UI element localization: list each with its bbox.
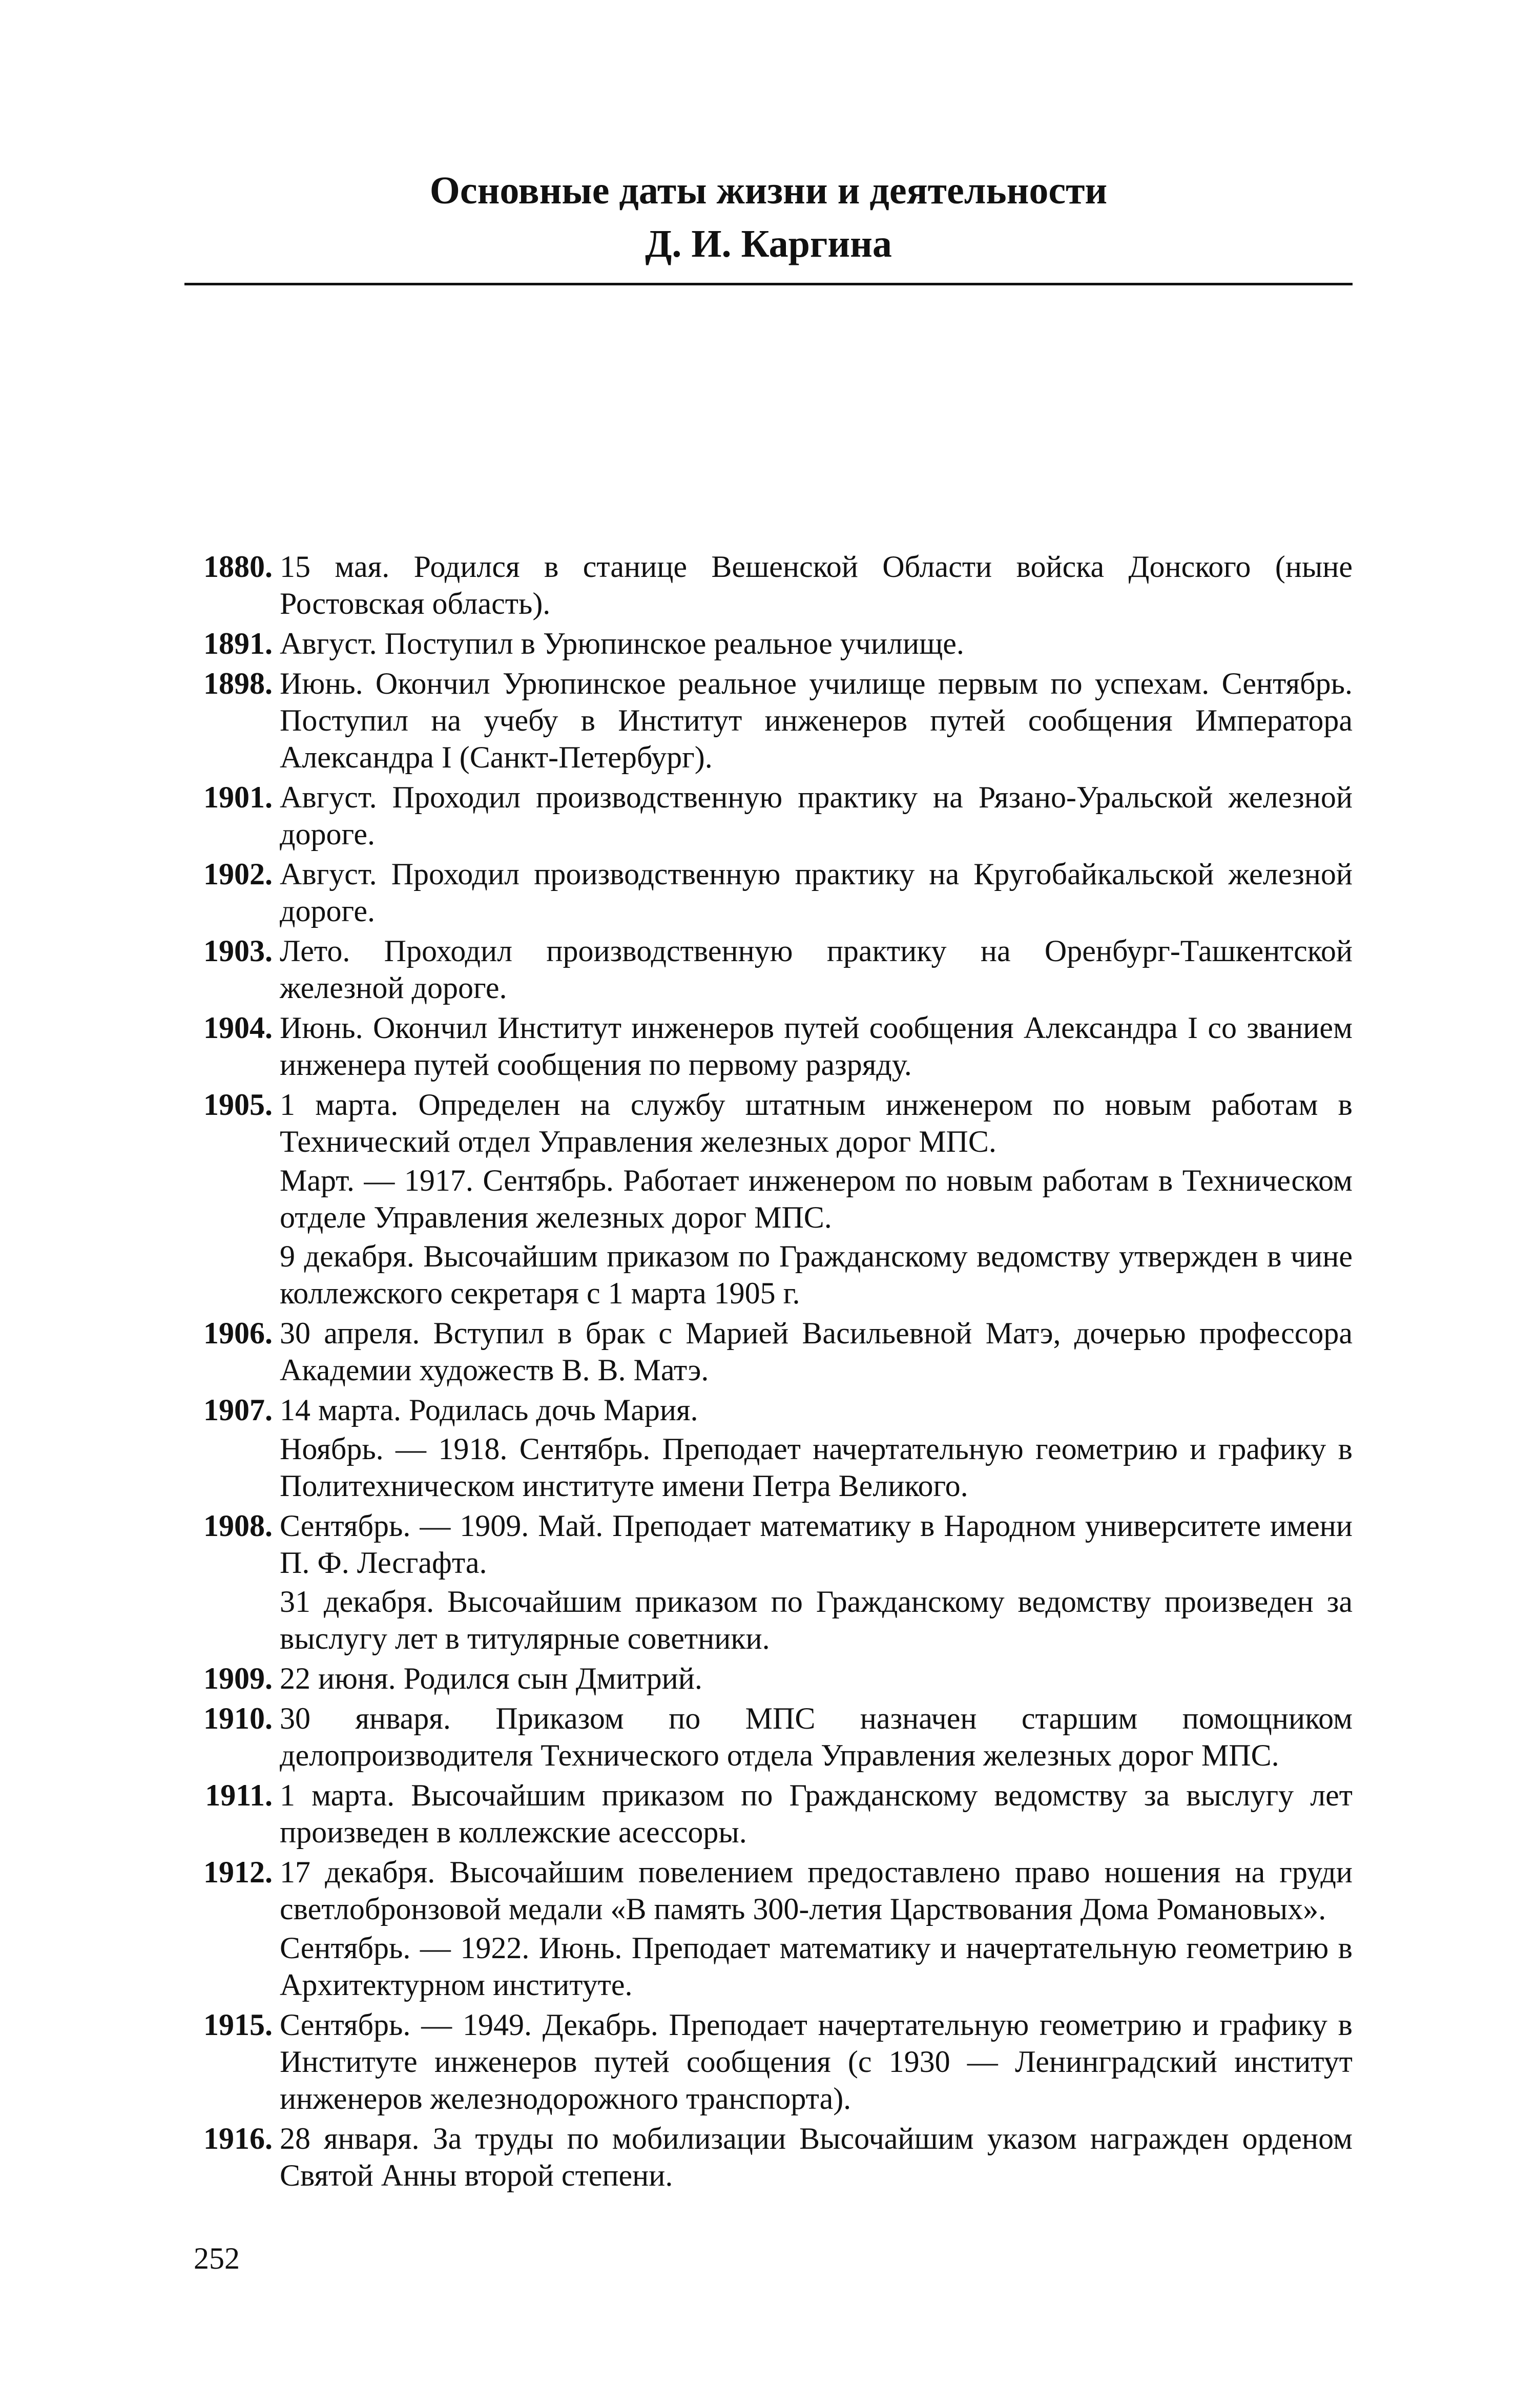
entry-year: 1912. (203, 1855, 273, 1889)
chronology-entry (184, 625, 1353, 664)
chronology-entry (184, 1777, 1353, 1853)
entry-events (280, 1392, 1353, 1506)
chronology-entry (184, 779, 1353, 855)
entry-events (280, 2120, 1353, 2196)
entry-year: 1910. (203, 1701, 273, 1735)
entry-year: 1901. (203, 780, 273, 814)
chronology-entry (184, 1854, 1353, 2005)
entry-event-text: 1 марта. Высочайшим приказом по Гражданскому ведомству за выслугу лет произведен в коллежские асессоры. (280, 1778, 1353, 1849)
entry-events (280, 1009, 1353, 1085)
entry-event-text: 17 декабря. Высочайшим повелением предоставлено право ношения на груди светлобронзовой медали «В память 300-летия Царствования Дома Романовых». (280, 1855, 1353, 1926)
entry-event-text: 15 мая. Родился в станице Вешенской Области войска Донского (ныне Ростовская область). (280, 550, 1353, 620)
entry-events (280, 1507, 1353, 1659)
entry-year: 1908. (203, 1509, 273, 1543)
chronology-entry (184, 932, 1353, 1008)
title-line-2: Д. И. Каргина (645, 222, 892, 265)
entry-year: 1907. (203, 1393, 273, 1427)
chronology-entry (184, 548, 1353, 624)
entry-event-text: Сентябрь. — 1909. Май. Преподает математику в Народном университете имени П. Ф. Лесгафта. (280, 1509, 1353, 1580)
page-number: 252 (194, 2241, 240, 2275)
chronology-entry (184, 2120, 1353, 2196)
entry-event-text: Июнь. Окончил Институт инженеров путей сообщения Александра I со званием инженера путей сообщения по первому разряду. (280, 1011, 1353, 1082)
page-title (0, 164, 1537, 271)
entry-events (280, 1660, 1353, 1699)
title-line-1: Основные даты жизни и деятельности (429, 169, 1108, 212)
entry-year: 1906. (203, 1316, 273, 1350)
entry-year: 1902. (203, 857, 273, 891)
entry-events (280, 932, 1353, 1008)
entry-year: 1880. (203, 550, 273, 584)
chronology-entry (184, 665, 1353, 778)
entry-event-text: Август. Поступил в Урюпинское реальное училище. (280, 627, 964, 660)
entry-year: 1905. (203, 1088, 273, 1122)
entry-event-text: 31 декабря. Высочайшим приказом по Гражданскому ведомству произведен за выслугу лет в титулярные советники. (280, 1585, 1353, 1655)
title-divider (184, 283, 1353, 285)
chronology-entry (184, 1009, 1353, 1085)
chronology-entry (184, 2006, 1353, 2119)
entry-year: 1904. (203, 1011, 273, 1045)
chronology-entry (184, 1315, 1353, 1390)
entry-events (280, 1086, 1353, 1314)
entry-event-text: Август. Проходил производственную практику на Кругобайкальской железной дороге. (280, 857, 1353, 928)
entry-event-text: 28 января. За труды по мобилизации Высочайшим указом награжден орденом Святой Анны второй степени. (280, 2122, 1353, 2192)
chronology-entry (184, 1507, 1353, 1659)
chronology-entry (184, 1086, 1353, 1314)
entry-year: 1909. (203, 1662, 273, 1695)
entry-events (280, 856, 1353, 931)
entry-event-text: Ноябрь. — 1918. Сентябрь. Преподает начертательную геометрию и графику в Политехническом институте имени Петра Великого. (280, 1432, 1353, 1503)
entry-year: 1898. (203, 667, 273, 700)
entry-events (280, 1777, 1353, 1853)
entry-event-text: 1 марта. Определен на службу штатным инженером по новым работам в Технический отдел Управления железных дорог МПС. (280, 1088, 1353, 1158)
entry-event-text: Август. Проходил производственную практику на Рязано-Уральской железной дороге. (280, 780, 1353, 851)
entry-events (280, 548, 1353, 624)
entry-year: 1915. (203, 2008, 273, 2042)
chronology-entry (184, 1392, 1353, 1506)
entry-event-text: Сентябрь. — 1949. Декабрь. Преподает начертательную геометрию и графику в Институте инженеров путей сообщения (с 1930 — Ленинградский институт инженеров железнодорожного транспорта). (280, 2008, 1353, 2115)
entry-events (280, 1700, 1353, 1776)
entry-year: 1903. (203, 934, 273, 968)
chronology-entry (184, 856, 1353, 931)
entry-events (280, 1315, 1353, 1390)
entry-event-text: Март. — 1917. Сентябрь. Работает инженером по новым работам в Техническом отделе Управления железных дорог МПС. (280, 1164, 1353, 1234)
entry-events (280, 665, 1353, 778)
entry-year: 1911. (205, 1778, 273, 1812)
entry-year: 1916. (203, 2122, 273, 2155)
entry-year: 1891. (203, 627, 273, 660)
entry-events (280, 1854, 1353, 2005)
entry-events (280, 625, 1353, 664)
entry-events (280, 779, 1353, 855)
chronology-entry (184, 1660, 1353, 1699)
entry-event-text: 14 марта. Родилась дочь Мария. (280, 1393, 698, 1427)
entry-event-text: 9 декабря. Высочайшим приказом по Гражданскому ведомству утвержден в чине коллежского секретаря с 1 марта 1905 г. (280, 1239, 1353, 1310)
entry-event-text: 30 января. Приказом по МПС назначен старшим помощником делопроизводителя Технического отдела Управления железных дорог МПС. (280, 1701, 1353, 1772)
entry-event-text: Сентябрь. — 1922. Июнь. Преподает математику и начертательную геометрию в Архитектурном институте. (280, 1931, 1353, 2002)
entry-event-text: Лето. Проходил производственную практику на Оренбург-Ташкентской железной дороге. (280, 934, 1353, 1005)
entry-event-text: Июнь. Окончил Урюпинское реальное училище первым по успехам. Сентябрь. Поступил на учебу в Институт инженеров путей сообщения Императора Александра I (Санкт-Петербург). (280, 667, 1353, 774)
entry-event-text: 30 апреля. Вступил в брак с Марией Васильевной Матэ, дочерью профессора Академии художеств В. В. Матэ. (280, 1316, 1353, 1387)
chronology-entry (184, 1700, 1353, 1776)
entry-events (280, 2006, 1353, 2119)
chronology-list (184, 548, 1353, 2197)
entry-event-text: 22 июня. Родился сын Дмитрий. (280, 1662, 702, 1695)
